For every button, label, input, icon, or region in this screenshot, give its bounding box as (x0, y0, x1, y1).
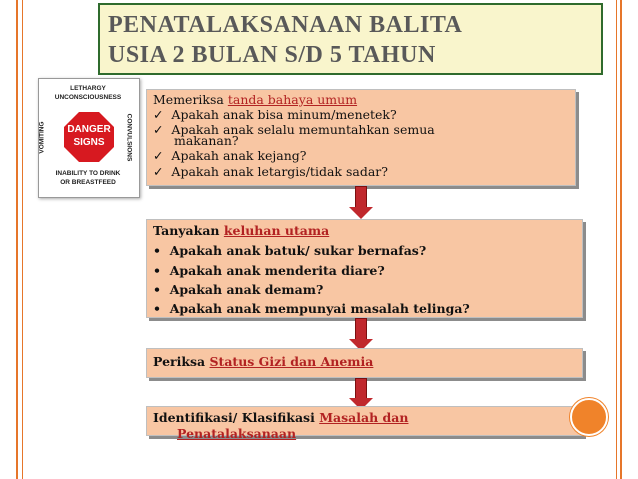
bullet-icon: • (153, 282, 170, 297)
panel-1-item-text: Apakah anak bisa minum/menetek? (171, 107, 397, 122)
panel-2-heading (153, 224, 329, 237)
panel-2-heading-link: keluhan utama (223, 223, 330, 238)
panel-2-heading-prefix: Tanyakan (153, 223, 224, 238)
title-line-2: USIA 2 BULAN S/D 5 TAHUN (108, 42, 436, 68)
panel-main-complaint (146, 219, 583, 318)
right-border-line (620, 0, 622, 479)
panel-1-item-continuation: makanan? (174, 133, 239, 148)
panel-2-item (153, 264, 385, 277)
panel-1-item-text: Apakah anak kejang? (171, 148, 307, 163)
panel-4-link-2: Penatalaksanaan (177, 426, 297, 441)
panel-nutrition (146, 348, 583, 378)
sign-top-line-2: UNCONSCIOUSNESS (54, 94, 122, 101)
panel-3-prefix: Periksa (153, 354, 210, 369)
panel-classification (146, 406, 583, 441)
panel-1-heading (153, 93, 357, 106)
sign-top-line-1: LETHARGY (70, 85, 106, 92)
panel-1-item-text: Apakah anak letargis/tidak sadar? (171, 164, 388, 179)
checkmark-bullet-icon: ✓ (153, 148, 172, 163)
panel-1-item-text: Apakah anak selalu memuntahkan semua (171, 122, 435, 137)
panel-2-item (153, 283, 323, 296)
flow-arrow-3 (355, 378, 367, 400)
sign-center-line-1: DANGER (67, 124, 111, 135)
right-border-line-inner (616, 0, 617, 479)
bullet-icon: • (153, 263, 170, 278)
flow-arrow-1-head (349, 207, 373, 219)
sign-center-line-2: SIGNS (73, 137, 105, 148)
panel-4-prefix: Identifikasi/ Klasifikasi (153, 410, 320, 425)
panel-2-item-text: Apakah anak mempunyai masalah telinga? (169, 301, 470, 316)
bullet-icon: • (153, 301, 170, 316)
panel-1-item (153, 149, 307, 162)
panel-1-item (153, 108, 397, 121)
panel-2-item (153, 244, 426, 257)
flow-arrow-1 (355, 186, 367, 208)
sign-right-side: CONVULSIONS (125, 113, 133, 162)
panel-3-text (153, 355, 373, 368)
panel-2-item (153, 302, 470, 315)
panel-3-link: Status Gizi dan Anemia (209, 354, 374, 369)
sign-left-side: VOMITING (38, 121, 46, 154)
panel-2-item-text: Apakah anak batuk/ sukar bernafas? (169, 243, 427, 258)
panel-1-item (153, 165, 388, 178)
left-border-line (16, 0, 18, 479)
panel-1-heading-link: tanda bahaya umum (227, 92, 358, 107)
checkmark-bullet-icon: ✓ (153, 107, 172, 122)
title-box (98, 3, 603, 75)
bullet-icon: • (153, 243, 170, 258)
decorative-circle-icon (570, 398, 608, 436)
panel-1-heading-prefix: Memeriksa (153, 92, 228, 107)
title-line-1: PENATALAKSANAAN BALITA (108, 12, 463, 38)
sign-bottom-line-2: OR BREASTFEED (60, 179, 116, 186)
panel-4-link-1: Masalah dan (319, 410, 409, 425)
panel-2-item-text: Apakah anak demam? (169, 282, 324, 297)
checkmark-bullet-icon: ✓ (153, 164, 172, 179)
sign-bottom-line-1: INABILITY TO DRINK (55, 170, 121, 177)
panel-4-text-line-1 (153, 411, 408, 424)
checkmark-bullet-icon: ✓ (153, 122, 172, 137)
left-border-line-inner (22, 0, 23, 479)
panel-danger-signs (146, 89, 576, 186)
flow-arrow-2 (355, 318, 367, 340)
panel-2-item-text: Apakah anak menderita diare? (169, 263, 385, 278)
